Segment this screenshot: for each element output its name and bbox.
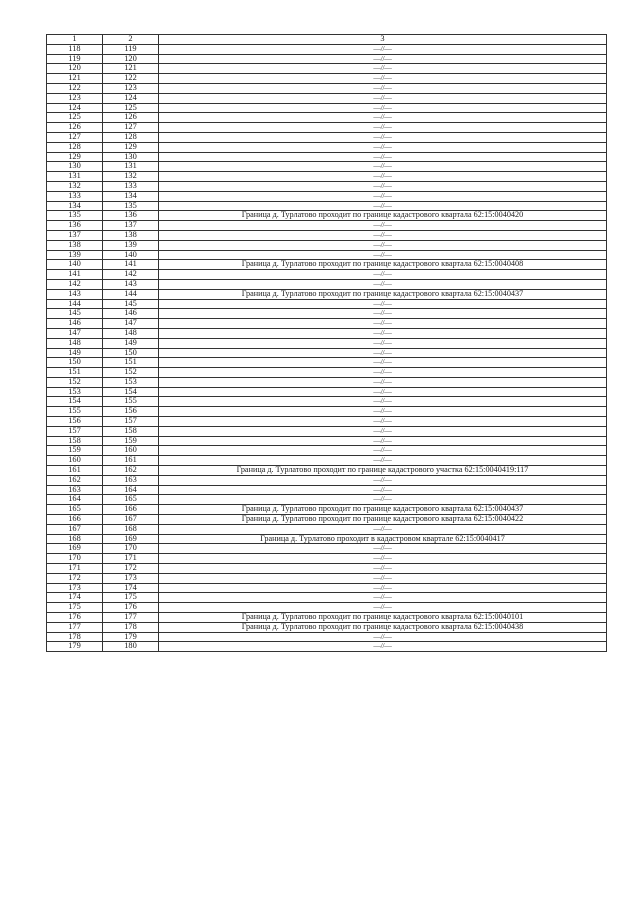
boundary-description-cell: —//—: [159, 230, 607, 240]
boundary-description-cell: —//—: [159, 221, 607, 231]
point-to-cell: 179: [103, 632, 159, 642]
point-from-cell: 140: [47, 260, 103, 270]
point-to-cell: 152: [103, 368, 159, 378]
boundary-description-cell: —//—: [159, 583, 607, 593]
boundary-description-cell: —//—: [159, 426, 607, 436]
point-from-cell: 175: [47, 603, 103, 613]
table-row: [47, 260, 607, 270]
table-row: [47, 309, 607, 319]
point-to-cell: 170: [103, 544, 159, 554]
table-row: [47, 64, 607, 74]
boundary-description-cell: —//—: [159, 593, 607, 603]
point-to-cell: 145: [103, 299, 159, 309]
boundary-description-cell: —//—: [159, 564, 607, 574]
table-row: [47, 44, 607, 54]
point-from-cell: 119: [47, 54, 103, 64]
boundary-description-cell: Граница д. Турлатово проходит по границе кадастрового участка 62:15:0040419:117: [159, 466, 607, 476]
point-to-cell: 162: [103, 466, 159, 476]
boundary-description-cell: —//—: [159, 83, 607, 93]
point-to-cell: 128: [103, 132, 159, 142]
point-from-cell: 172: [47, 573, 103, 583]
column-header-2: 2: [103, 35, 159, 45]
boundary-description-cell: —//—: [159, 603, 607, 613]
point-to-cell: 160: [103, 446, 159, 456]
point-to-cell: 126: [103, 113, 159, 123]
point-to-cell: 141: [103, 260, 159, 270]
boundary-description-cell: —//—: [159, 309, 607, 319]
table-row: [47, 250, 607, 260]
point-from-cell: 171: [47, 564, 103, 574]
table-row: [47, 152, 607, 162]
point-from-cell: 163: [47, 485, 103, 495]
table-row: [47, 436, 607, 446]
point-to-cell: 142: [103, 270, 159, 280]
point-from-cell: 130: [47, 162, 103, 172]
table-row: [47, 446, 607, 456]
boundary-description-cell: Граница д. Турлатово проходит по границе кадастрового квартала 62:15:0040438: [159, 622, 607, 632]
table-row: [47, 515, 607, 525]
boundary-description-cell: —//—: [159, 142, 607, 152]
table-row: [47, 466, 607, 476]
table-row: [47, 485, 607, 495]
point-to-cell: 138: [103, 230, 159, 240]
boundary-description-cell: —//—: [159, 436, 607, 446]
table-row: [47, 162, 607, 172]
table-row: [47, 573, 607, 583]
table-row: [47, 505, 607, 515]
point-from-cell: 122: [47, 83, 103, 93]
point-from-cell: 128: [47, 142, 103, 152]
point-from-cell: 173: [47, 583, 103, 593]
boundary-description-cell: —//—: [159, 132, 607, 142]
point-from-cell: 159: [47, 446, 103, 456]
point-from-cell: 166: [47, 515, 103, 525]
table-header-row: [47, 35, 607, 45]
point-to-cell: 169: [103, 534, 159, 544]
boundary-description-cell: —//—: [159, 407, 607, 417]
table-row: [47, 475, 607, 485]
boundary-description-cell: Граница д. Турлатово проходит по границе кадастрового квартала 62:15:0040437: [159, 289, 607, 299]
point-from-cell: 142: [47, 279, 103, 289]
point-to-cell: 168: [103, 524, 159, 534]
point-to-cell: 157: [103, 417, 159, 427]
table-row: [47, 613, 607, 623]
point-from-cell: 147: [47, 328, 103, 338]
table-row: [47, 83, 607, 93]
boundary-description-cell: —//—: [159, 279, 607, 289]
point-to-cell: 166: [103, 505, 159, 515]
point-from-cell: 157: [47, 426, 103, 436]
point-from-cell: 168: [47, 534, 103, 544]
point-to-cell: 123: [103, 83, 159, 93]
point-from-cell: 126: [47, 123, 103, 133]
table-body: [47, 44, 607, 651]
table-row: [47, 181, 607, 191]
point-to-cell: 155: [103, 397, 159, 407]
point-to-cell: 153: [103, 377, 159, 387]
table-row: [47, 211, 607, 221]
point-to-cell: 132: [103, 172, 159, 182]
point-to-cell: 167: [103, 515, 159, 525]
point-from-cell: 155: [47, 407, 103, 417]
point-to-cell: 120: [103, 54, 159, 64]
point-to-cell: 174: [103, 583, 159, 593]
point-from-cell: 151: [47, 368, 103, 378]
point-from-cell: 135: [47, 211, 103, 221]
table-row: [47, 495, 607, 505]
point-to-cell: 121: [103, 64, 159, 74]
point-from-cell: 118: [47, 44, 103, 54]
table-row: [47, 397, 607, 407]
table-row: [47, 348, 607, 358]
boundary-description-cell: —//—: [159, 397, 607, 407]
point-from-cell: 164: [47, 495, 103, 505]
boundary-description-cell: Граница д. Турлатово проходит по границе кадастрового квартала 62:15:0040408: [159, 260, 607, 270]
boundary-description-cell: —//—: [159, 573, 607, 583]
table-row: [47, 564, 607, 574]
boundary-description-cell: —//—: [159, 377, 607, 387]
boundary-description-cell: —//—: [159, 495, 607, 505]
boundary-description-cell: —//—: [159, 456, 607, 466]
table-row: [47, 289, 607, 299]
point-to-cell: 165: [103, 495, 159, 505]
boundary-description-cell: —//—: [159, 181, 607, 191]
point-to-cell: 140: [103, 250, 159, 260]
boundary-description-cell: —//—: [159, 319, 607, 329]
table-row: [47, 407, 607, 417]
point-from-cell: 138: [47, 240, 103, 250]
point-from-cell: 178: [47, 632, 103, 642]
boundary-description-cell: —//—: [159, 328, 607, 338]
point-from-cell: 154: [47, 397, 103, 407]
boundary-description-cell: —//—: [159, 240, 607, 250]
table-row: [47, 368, 607, 378]
column-header-1: 1: [47, 35, 103, 45]
point-from-cell: 149: [47, 348, 103, 358]
table-row: [47, 123, 607, 133]
point-to-cell: 127: [103, 123, 159, 133]
point-from-cell: 158: [47, 436, 103, 446]
point-to-cell: 130: [103, 152, 159, 162]
table-row: [47, 642, 607, 652]
table-row: [47, 191, 607, 201]
boundary-description-cell: —//—: [159, 44, 607, 54]
point-to-cell: 143: [103, 279, 159, 289]
table-row: [47, 113, 607, 123]
point-to-cell: 159: [103, 436, 159, 446]
table-row: [47, 54, 607, 64]
boundary-description-cell: —//—: [159, 54, 607, 64]
table-row: [47, 632, 607, 642]
table-row: [47, 387, 607, 397]
point-from-cell: 177: [47, 622, 103, 632]
table-row: [47, 221, 607, 231]
point-from-cell: 153: [47, 387, 103, 397]
table-row: [47, 524, 607, 534]
point-to-cell: 129: [103, 142, 159, 152]
point-to-cell: 124: [103, 93, 159, 103]
boundary-description-cell: —//—: [159, 64, 607, 74]
table-row: [47, 299, 607, 309]
boundary-description-cell: —//—: [159, 446, 607, 456]
point-to-cell: 171: [103, 554, 159, 564]
table-row: [47, 132, 607, 142]
table-row: [47, 456, 607, 466]
point-to-cell: 147: [103, 319, 159, 329]
point-to-cell: 158: [103, 426, 159, 436]
table-row: [47, 358, 607, 368]
table-row: [47, 230, 607, 240]
boundary-description-cell: —//—: [159, 632, 607, 642]
boundary-description-cell: —//—: [159, 387, 607, 397]
point-to-cell: 133: [103, 181, 159, 191]
table-row: [47, 583, 607, 593]
table-row: [47, 279, 607, 289]
point-to-cell: 172: [103, 564, 159, 574]
table-row: [47, 270, 607, 280]
table-row: [47, 240, 607, 250]
table-row: [47, 426, 607, 436]
point-to-cell: 156: [103, 407, 159, 417]
boundary-description-cell: Граница д. Турлатово проходит по границе кадастрового квартала 62:15:0040437: [159, 505, 607, 515]
table-row: [47, 377, 607, 387]
point-to-cell: 164: [103, 485, 159, 495]
table-row: [47, 554, 607, 564]
boundary-description-cell: Граница д. Турлатово проходит в кадастровом квартале 62:15:0040417: [159, 534, 607, 544]
point-from-cell: 137: [47, 230, 103, 240]
point-to-cell: 161: [103, 456, 159, 466]
table-row: [47, 593, 607, 603]
point-from-cell: 127: [47, 132, 103, 142]
boundary-description-cell: Граница д. Турлатово проходит по границе кадастрового квартала 62:15:0040101: [159, 613, 607, 623]
point-from-cell: 139: [47, 250, 103, 260]
point-from-cell: 132: [47, 181, 103, 191]
table-row: [47, 93, 607, 103]
boundary-description-cell: —//—: [159, 348, 607, 358]
point-from-cell: 143: [47, 289, 103, 299]
point-from-cell: 131: [47, 172, 103, 182]
boundary-description-cell: —//—: [159, 368, 607, 378]
point-from-cell: 156: [47, 417, 103, 427]
point-from-cell: 169: [47, 544, 103, 554]
point-from-cell: 160: [47, 456, 103, 466]
boundary-description-cell: Граница д. Турлатово проходит по границе кадастрового квартала 62:15:0040420: [159, 211, 607, 221]
point-from-cell: 136: [47, 221, 103, 231]
boundary-description-cell: —//—: [159, 191, 607, 201]
point-to-cell: 175: [103, 593, 159, 603]
table-row: [47, 338, 607, 348]
point-from-cell: 174: [47, 593, 103, 603]
point-to-cell: 173: [103, 573, 159, 583]
point-to-cell: 135: [103, 201, 159, 211]
point-to-cell: 149: [103, 338, 159, 348]
boundary-description-cell: —//—: [159, 93, 607, 103]
point-from-cell: 179: [47, 642, 103, 652]
point-to-cell: 134: [103, 191, 159, 201]
point-from-cell: 129: [47, 152, 103, 162]
point-to-cell: 131: [103, 162, 159, 172]
point-from-cell: 124: [47, 103, 103, 113]
table-row: [47, 544, 607, 554]
point-from-cell: 148: [47, 338, 103, 348]
boundary-description-cell: —//—: [159, 162, 607, 172]
point-from-cell: 123: [47, 93, 103, 103]
point-to-cell: 148: [103, 328, 159, 338]
point-to-cell: 136: [103, 211, 159, 221]
point-from-cell: 146: [47, 319, 103, 329]
point-from-cell: 141: [47, 270, 103, 280]
column-header-3: 3: [159, 35, 607, 45]
point-from-cell: 176: [47, 613, 103, 623]
boundary-description-cell: —//—: [159, 201, 607, 211]
point-to-cell: 144: [103, 289, 159, 299]
table-row: [47, 142, 607, 152]
point-from-cell: 152: [47, 377, 103, 387]
table-row: [47, 103, 607, 113]
table-row: [47, 172, 607, 182]
point-to-cell: 125: [103, 103, 159, 113]
boundary-description-cell: —//—: [159, 152, 607, 162]
boundary-description-cell: —//—: [159, 417, 607, 427]
point-from-cell: 133: [47, 191, 103, 201]
table-row: [47, 622, 607, 632]
point-to-cell: 119: [103, 44, 159, 54]
point-to-cell: 176: [103, 603, 159, 613]
table-row: [47, 534, 607, 544]
point-from-cell: 150: [47, 358, 103, 368]
point-from-cell: 161: [47, 466, 103, 476]
table-row: [47, 201, 607, 211]
point-to-cell: 177: [103, 613, 159, 623]
boundary-description-cell: —//—: [159, 338, 607, 348]
point-to-cell: 151: [103, 358, 159, 368]
point-to-cell: 180: [103, 642, 159, 652]
boundary-description-cell: —//—: [159, 642, 607, 652]
point-from-cell: 144: [47, 299, 103, 309]
point-to-cell: 163: [103, 475, 159, 485]
point-to-cell: 178: [103, 622, 159, 632]
boundary-description-cell: —//—: [159, 475, 607, 485]
table-row: [47, 319, 607, 329]
boundary-description-cell: —//—: [159, 358, 607, 368]
boundary-description-cell: —//—: [159, 74, 607, 84]
boundary-description-cell: —//—: [159, 113, 607, 123]
point-from-cell: 165: [47, 505, 103, 515]
table-row: [47, 603, 607, 613]
point-from-cell: 167: [47, 524, 103, 534]
point-from-cell: 170: [47, 554, 103, 564]
point-to-cell: 146: [103, 309, 159, 319]
point-from-cell: 121: [47, 74, 103, 84]
point-from-cell: 145: [47, 309, 103, 319]
point-to-cell: 150: [103, 348, 159, 358]
point-to-cell: 122: [103, 74, 159, 84]
boundary-description-cell: —//—: [159, 524, 607, 534]
point-to-cell: 154: [103, 387, 159, 397]
point-from-cell: 162: [47, 475, 103, 485]
point-to-cell: 137: [103, 221, 159, 231]
table-row: [47, 74, 607, 84]
point-from-cell: 134: [47, 201, 103, 211]
boundary-description-cell: —//—: [159, 299, 607, 309]
table-row: [47, 417, 607, 427]
boundary-description-cell: —//—: [159, 172, 607, 182]
boundary-description-cell: —//—: [159, 485, 607, 495]
point-from-cell: 120: [47, 64, 103, 74]
table-row: [47, 328, 607, 338]
boundary-description-cell: —//—: [159, 250, 607, 260]
boundary-description-cell: —//—: [159, 554, 607, 564]
boundary-description-cell: —//—: [159, 123, 607, 133]
point-from-cell: 125: [47, 113, 103, 123]
boundary-description-cell: —//—: [159, 270, 607, 280]
boundary-description-cell: —//—: [159, 103, 607, 113]
boundary-description-cell: —//—: [159, 544, 607, 554]
point-to-cell: 139: [103, 240, 159, 250]
boundary-description-cell: Граница д. Турлатово проходит по границе кадастрового квартала 62:15:0040422: [159, 515, 607, 525]
boundary-points-table: [46, 34, 607, 652]
